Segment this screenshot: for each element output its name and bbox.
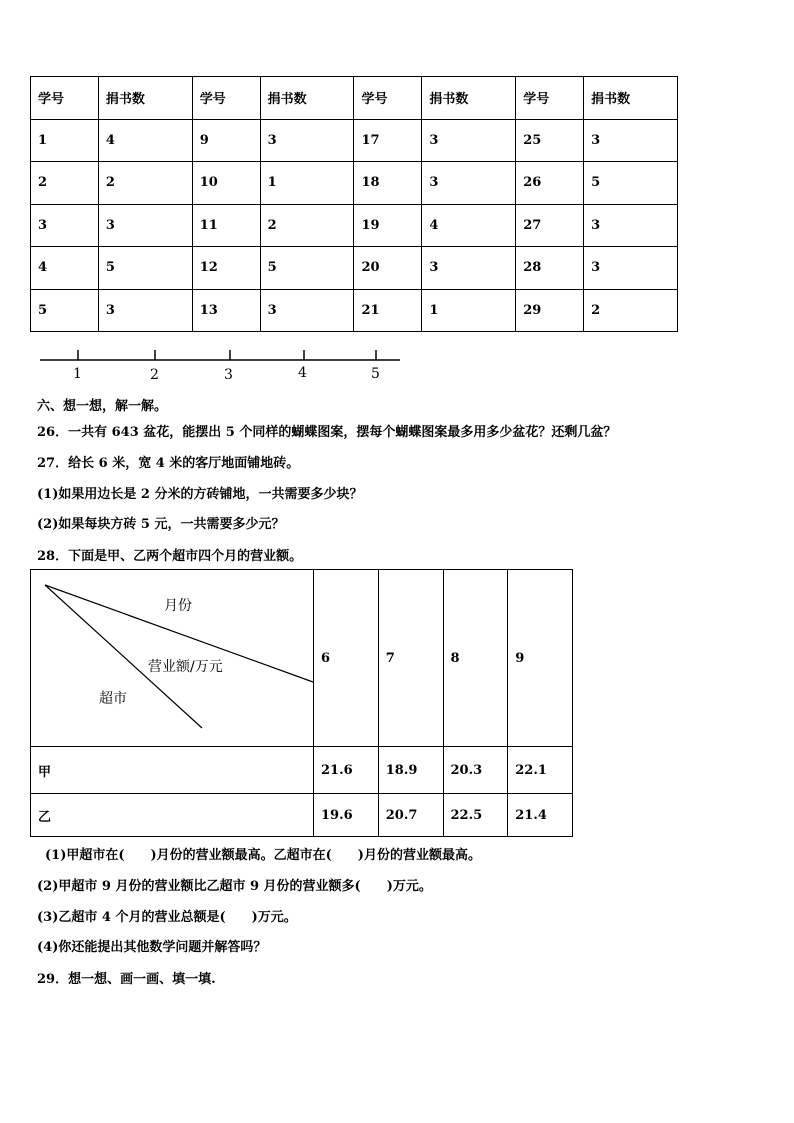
table-row [31,204,678,247]
header-cell: 学号 [31,77,99,120]
table-cell: 20 [354,247,422,290]
table-row [31,747,573,794]
table-cell: 20.7 [378,794,443,837]
table-header-row [31,570,573,747]
table-cell: 18 [354,162,422,205]
question-29: 29．想一想、画一画、填一填. [37,972,216,987]
header-cell: 学号 [192,77,260,120]
table-cell: 25 [516,119,584,162]
number-line-label: 3 [224,367,233,383]
question-27-part-1: (1)如果用边长是 2 分米的方砖铺地，一共需要多少块？ [37,487,363,502]
table-cell: 4 [422,204,516,247]
header-cell: 捐书数 [422,77,516,120]
table-row [31,289,678,332]
revenue-table [30,569,573,837]
table-cell: 28 [516,247,584,290]
number-line-label: 4 [298,365,307,381]
table-cell: 5 [584,162,678,205]
question-28-part-2: (2)甲超市 9 月份的营业额比乙超市 9 月份的营业额多( )万元。 [37,879,432,894]
table-cell: 2 [98,162,192,205]
table-cell: 27 [516,204,584,247]
table-cell: 21.6 [314,747,379,794]
table-row [31,247,678,290]
market-name-cell: 乙 [31,794,314,837]
question-28-part-1: (1)甲超市在( )月份的营业额最高。乙超市在( )月份的营业额最高。 [45,848,481,863]
table-cell: 5 [98,247,192,290]
table-cell: 13 [192,289,260,332]
question-27-part-2: (2)如果每块方砖 5 元，一共需要多少元？ [37,517,285,532]
question-27: 27．给长 6 米，宽 4 米的客厅地面铺地砖。 [37,456,300,471]
header-cell: 捐书数 [260,77,354,120]
table-cell: 2 [260,204,354,247]
table-cell: 3 [422,119,516,162]
month-header-cell: 6 [314,570,379,747]
market-name-cell: 甲 [31,747,314,794]
table-cell: 2 [31,162,99,205]
month-header-cell: 7 [378,570,443,747]
table-cell: 4 [31,247,99,290]
table-cell: 19 [354,204,422,247]
month-header-cell: 8 [443,570,508,747]
table-cell: 3 [260,289,354,332]
table-cell: 3 [98,204,192,247]
table-cell: 26 [516,162,584,205]
table-cell: 22.1 [508,747,573,794]
number-line-axis [38,345,408,365]
table-cell: 3 [422,162,516,205]
table-cell: 21.4 [508,794,573,837]
table-cell: 5 [260,247,354,290]
number-line [38,345,408,385]
table-cell: 3 [584,119,678,162]
month-header-cell: 9 [508,570,573,747]
table-cell: 20.3 [443,747,508,794]
number-line-label: 1 [73,366,82,382]
table-cell: 29 [516,289,584,332]
number-line-label: 2 [150,367,159,383]
section-heading: 六、想一想，解一解。 [37,399,168,414]
question-28-part-3: (3)乙超市 4 个月的营业总额是( )万元。 [37,910,297,925]
header-cell: 学号 [516,77,584,120]
diagonal-header-cell [31,570,314,747]
table-cell: 3 [422,247,516,290]
table-cell: 17 [354,119,422,162]
table-row [31,794,573,837]
table-cell: 3 [260,119,354,162]
table-cell: 5 [31,289,99,332]
table-header-row [31,77,678,120]
header-cell: 学号 [354,77,422,120]
table-cell: 18.9 [378,747,443,794]
table-cell: 1 [422,289,516,332]
diagonal-label-revenue: 营业额/万元 [148,659,223,675]
diagonal-label-market: 超市 [99,691,127,707]
header-cell: 捐书数 [584,77,678,120]
table-cell: 3 [98,289,192,332]
table-cell: 3 [584,204,678,247]
table-cell: 1 [260,162,354,205]
donation-table [30,76,678,332]
table-cell: 9 [192,119,260,162]
table-cell: 22.5 [443,794,508,837]
table-cell: 4 [98,119,192,162]
table-cell: 12 [192,247,260,290]
table-cell: 11 [192,204,260,247]
question-28-part-4: (4)你还能提出其他数学问题并解答吗？ [37,940,267,955]
table-cell: 21 [354,289,422,332]
diagonal-label-month: 月份 [164,598,192,614]
table-cell: 3 [584,247,678,290]
question-26: 26．一共有 643 盆花，能摆出 5 个同样的蝴蝶图案，摆每个蝴蝶图案最多用多少盆花？还剩几盆？ [37,425,617,440]
table-row [31,162,678,205]
table-cell: 3 [31,204,99,247]
table-cell: 19.6 [314,794,379,837]
table-cell: 1 [31,119,99,162]
header-cell: 捐书数 [98,77,192,120]
number-line-label: 5 [371,366,380,382]
table-cell: 10 [192,162,260,205]
question-28: 28．下面是甲、乙两个超市四个月的营业额。 [37,549,303,564]
table-cell: 2 [584,289,678,332]
table-row [31,119,678,162]
